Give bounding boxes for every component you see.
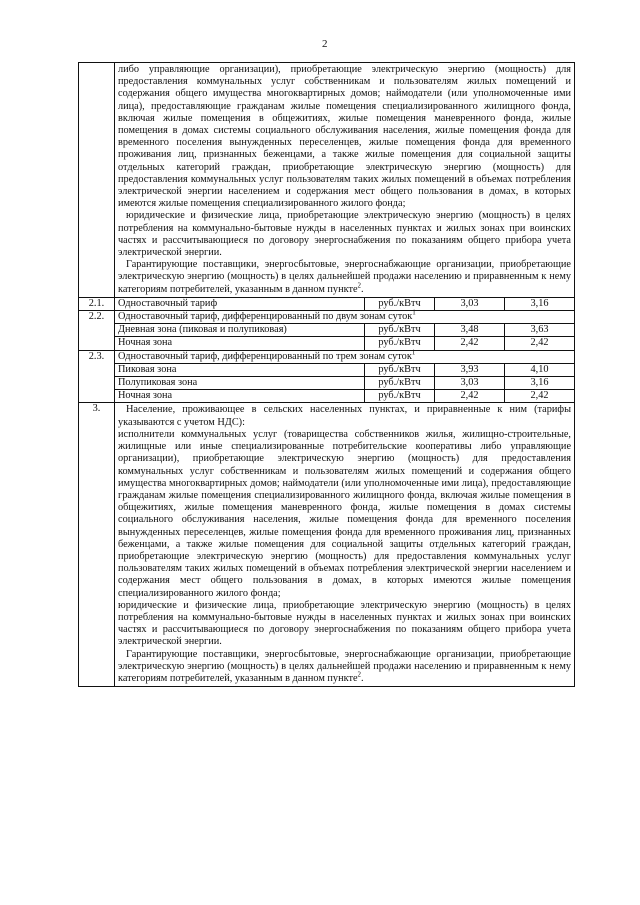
tariff-table (78, 62, 575, 687)
footnote-mark: 1 (412, 308, 416, 317)
table-row-2-2 (79, 311, 575, 324)
category-text-cell: Население, проживающее в сельских населенных пунктах, и приравненные к ним (тарифы указываются с учетом НДС): исполнители коммунальных услуг (товарищества собственников жилья, жилищно-строительные, жилищные или иные специализированные потребительские кооперативы либо управляющие организации), приобретающие электрическую энергию (мощность) для предоставления коммунальных услуг собственникам и пользователям жилых помещений и содержания общего имущества многоквартирных домов; наймодатели (или уполномоченные ими лица), предоставляющие гражданам жилые помещения специализированного жилищного фонда, включая жилые помещения в общежитиях, жилые помещения маневренного фонда, жилые помещения в домах системы социального обслуживания населения, жилые помещения фонда для временного поселения вынужденных переселенцев, жилые помещения фонда для временного проживания лиц, признанных беженцами, а также жилые помещения для социальной защиты отдельных категорий граждан, приобретающие электрическую энергию (мощность) для предоставления коммунальных услуг пользователям таких жилых помещений в объемах потребления электрической энергии населением и содержания мест общего пользования в домах, в которых имеются жилые помещения специализированного жилого фонда; юридические и физические лица, приобретающие электрическую энергию (мощность) в целях потребления на коммунально-бытовые нужды в населенных пунктах и жилых зонах при воинских частях и рассчитывающиеся по договору энергоснабжения по показаниям общего прибора учета электрической энергии. Гарантирующие поставщики, энергосбытовые, энергоснабжающие организации, приобретающие электрическую энергию (мощность) в целях дальнейшей продажи населению и приравненным к нему категориям потребителей, указанным в данном пункте$^2$. (115, 403, 575, 687)
value-second-half: 2,42 (505, 337, 575, 350)
paragraph: либо управляющие организации), приобретающие электрическую энергию (мощность) для предоставления коммунальных услуг собственникам и пользователям жилых помещений и содержания общего имущества многоквартирных домов; наймодатели (или уполномоченные ими лица), предоставляющие гражданам жилые помещения специализированного жилищного фонда, включая жилые помещения в общежитиях, жилые помещения маневренного фонда, жилые помещения в домах системы социального обслуживания населения, жилые помещения фонда для временного поселения вынужденных переселенцев, жилые помещения фонда для временного проживания лиц, признанных беженцами, а также жилые помещения для социальной защиты отдельных категорий граждан, приобретающие электрическую энергию (мощность) для предоставления коммунальных услуг пользователям таких жилых помещений в объемах потребления электрической энергии населением и содержания мест общего пользования в домах, в которых имеются жилые помещения специализированного жилого фонда; (118, 64, 572, 210)
continuation-text-cell: либо управляющие организации), приобретающие электрическую энергию (мощность) для предоставления коммунальных услуг собственникам и пользователям жилых помещений и содержания общего имущества многоквартирных домов; наймодатели (или уполномоченные ими лица), предоставляющие гражданам жилые помещения специализированного жилищного фонда, включая жилые помещения в общежитиях, жилые помещения маневренного фонда, жилые помещения в домах системы социального обслуживания населения, жилые помещения фонда для временного поселения вынужденных переселенцев, жилые помещения фонда для временного проживания лиц, признанных беженцами, а также жилые помещения для социальной защиты отдельных категорий граждан, приобретающие электрическую энергию (мощность) для предоставления коммунальных услуг пользователям таких жилых помещений в объемах потребления электрической энергии населением и содержания мест общего пользования в домах, в которых имеются жилые помещения специализированного жилого фонда; юридические и физические лица, приобретающие электрическую энергию (мощность) в целях потребления на коммунально-бытовые нужды в населенных пунктах и жилых зонах при воинских частях и рассчитывающиеся по договору энергоснабжения по показаниям общего прибора учета электрической энергии. Гарантирующие поставщики, энергосбытовые, энергоснабжающие организации, приобретающие электрическую энергию (мощность) в целях дальнейшей продажи населению и приравненным к нему категориям потребителей, указанным в данном пункте$^2$. (115, 63, 575, 298)
table-row-zone (79, 324, 575, 337)
value-first-half: 3,93 (435, 363, 505, 376)
paragraph: юридические и физические лица, приобретающие электрическую энергию (мощность) в целях потребления на коммунально-бытовые нужды в населенных пунктах и жилых зонах при воинских частях и рассчитывающиеся по договору энергоснабжения по показаниям общего прибора учета электрической энергии. (118, 210, 572, 259)
unit-cell: руб./кВтч (365, 337, 435, 350)
zone-label: Пиковая зона (115, 363, 365, 376)
zone-label: Ночная зона (115, 337, 365, 350)
table-row-2-3 (79, 350, 575, 363)
tariff-label: Одноставочный тариф, дифференцированный по двум зонам суток$^1$ (115, 311, 575, 324)
paragraph: Гарантирующие поставщики, энергосбытовые, энергоснабжающие организации, приобретающие электрическую энергию (мощность) в целях дальнейшей продажи населению и приравненным к нему категориям потребителей, указанным в данном пункте (118, 259, 572, 295)
row-number: 2.1. (79, 297, 115, 310)
row-number: 2.2. (79, 311, 115, 351)
table-row-2-1 (79, 297, 575, 310)
paragraph: Население, проживающее в сельских населенных пунктах, и приравненные к ним (тарифы указываются с учетом НДС): (118, 404, 572, 428)
value-second-half: 4,10 (505, 363, 575, 376)
table-row-zone (79, 390, 575, 403)
page-number: 2 (322, 38, 328, 50)
tariff-label: Одноставочный тариф (115, 297, 365, 310)
table-row-zone (79, 337, 575, 350)
footnote-mark: 1 (411, 348, 416, 357)
unit-cell: руб./кВтч (365, 297, 435, 310)
tariff-label: Одноставочный тариф, дифференцированный по трем зонам суток$^1$ (115, 350, 575, 363)
paragraph: исполнители коммунальных услуг (товарищества собственников жилья, жилищно-строительные, жилищные или иные специализированные потребительские кооперативы либо управляющие организации), приобретающие электрическую энергию (мощность) для предоставления коммунальных услуг собственникам и пользователям жилых помещений и содержания общего имущества многоквартирных домов; наймодатели (или уполномоченные ими лица), предоставляющие гражданам жилые помещения специализированного жилищного фонда, включая жилые помещения в общежитиях, жилые помещения маневренного фонда, жилые помещения в домах системы социального обслуживания населения, жилые помещения фонда для временного поселения вынужденных переселенцев, жилые помещения фонда для временного проживания лиц, признанных беженцами, а также жилые помещения для социальной защиты отдельных категорий граждан, приобретающие электрическую энергию (мощность) для предоставления коммунальных услуг пользователям таких жилых помещений в объемах потребления электрической энергии населением и содержания мест общего пользования в домах, в которых имеются жилые помещения специализированного жилого фонда; (118, 428, 572, 599)
value-first-half: 3,03 (435, 297, 505, 310)
paragraph: Гарантирующие поставщики, энергосбытовые, энергоснабжающие организации, приобретающие электрическую энергию (мощность) в целях дальнейшей продажи населению и приравненным к нему категориям потребителей, указанным в данном пункте (118, 648, 572, 684)
table-row-zone (79, 377, 575, 390)
unit-cell: руб./кВтч (365, 390, 435, 403)
value-first-half: 2,42 (435, 390, 505, 403)
value-second-half: 2,42 (505, 390, 575, 403)
table-row-continuation (79, 63, 575, 298)
value-second-half: 3,16 (505, 377, 575, 390)
footnote-mark: 2 (357, 281, 362, 290)
zone-label: Полупиковая зона (115, 377, 365, 390)
value-second-half: 3,16 (505, 297, 575, 310)
zone-label: Ночная зона (115, 390, 365, 403)
unit-cell: руб./кВтч (365, 324, 435, 337)
table-row-3 (79, 403, 575, 687)
row-number-cell (79, 63, 115, 298)
value-first-half: 3,48 (435, 324, 505, 337)
zone-label: Дневная зона (пиковая и полупиковая) (115, 324, 365, 337)
row-number: 2.3. (79, 350, 115, 403)
value-first-half: 3,03 (435, 377, 505, 390)
value-second-half: 3,63 (505, 324, 575, 337)
table-row-zone (79, 363, 575, 376)
value-first-half: 2,42 (435, 337, 505, 350)
unit-cell: руб./кВтч (365, 377, 435, 390)
footnote-mark: 2 (357, 670, 362, 679)
row-number: 3. (79, 403, 115, 687)
unit-cell: руб./кВтч (365, 363, 435, 376)
paragraph: юридические и физические лица, приобретающие электрическую энергию (мощность) в целях потребления на коммунально-бытовые нужды в населенных пунктах и жилых зонах при воинских частях и рассчитывающиеся по договору энергоснабжения по показаниям общего прибора учета электрической энергии. (118, 599, 572, 648)
